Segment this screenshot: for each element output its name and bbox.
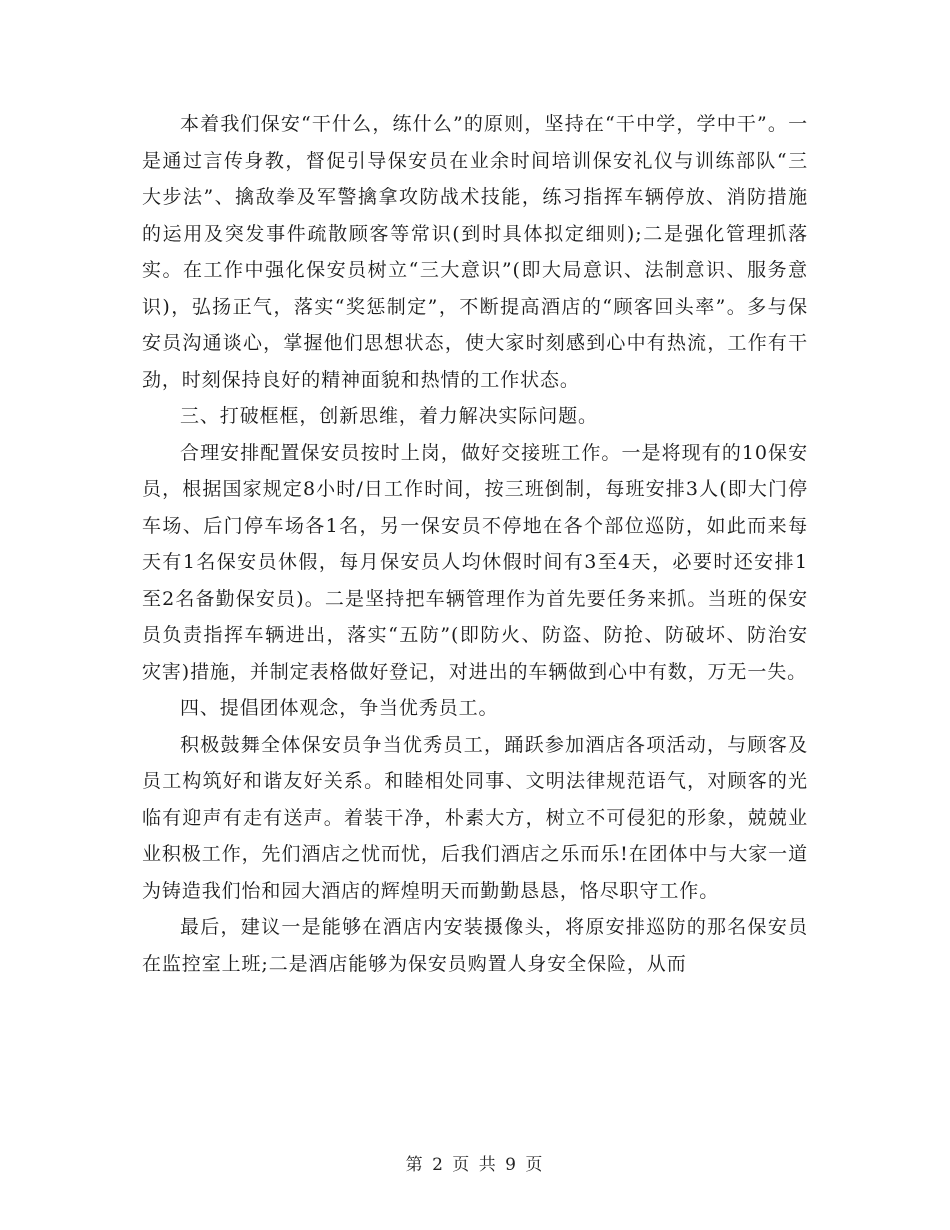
document-body (142, 106, 808, 982)
paragraph-suggestions: 最后，建议一是能够在酒店内安装摄像头，将原安排巡防的那名保安员在监控室上班;二是酒店能够为保安员购置人身安全保险，从而 (142, 916, 808, 975)
page-number-footer: 第 2 页 共 9 页 (405, 1155, 545, 1175)
paragraph-training-principles: 本着我们保安“干什么，练什么”的原则，坚持在“干中学，学中干”。一是通过言传身教，督促引导保安员在业余时间培训保安礼仪与训练部队“三大步法”、擒敌拳及军警擒拿攻防战术技能，练习指挥车辆停放、消防措施的运用及突发事件疏散顾客等常识(到时具体拟定细则);二是强化管理抓落实。在工作中强化保安员树立“三大意识”(即大局意识、法制意识、服务意识)，弘扬正气，落实“奖惩制定”，不断提高酒店的“顾客回头率”。多与保安员沟通谈心，掌握他们思想状态，使大家时刻感到心中有热流，工作有干劲，时刻保持良好的精神面貌和热情的工作状态。 (142, 113, 808, 391)
paragraph-teamwork: 积极鼓舞全体保安员争当优秀员工，踊跃参加酒店各项活动，与顾客及员工构筑好和谐友好关系。和睦相处同事、文明法律规范语气，对顾客的光临有迎声有走有送声。着装干净，朴素大方，树立不可侵犯的形象，兢兢业业积极工作，先们酒店之忧而忧，后我们酒店之乐而乐!在团体中与大家一道为铸造我们怡和园大酒店的辉煌明天而勤勤恳恳，恪尽职守工作。 (142, 733, 808, 902)
section-heading-3: 三、打破框框，创新思维，着力解决实际问题。 (180, 405, 598, 427)
paragraph-shift-arrangement: 合理安排配置保安员按时上岗，做好交接班工作。一是将现有的10保安员，根据国家规定8小时/日工作时间，按三班倒制，每班安排3人(即大门停车场、后门停车场各1名，另一保安员不停地在各个部位巡防，如此而来每天有1名保安员休假，每月保安员人均休假时间有3至4天，必要时还安排1至2名备勤保安员)。二是坚持把车辆管理作为首先要任务来抓。当班的保安员负责指挥车辆进出，落实“五防”(即防火、防盗、防抢、防破坏、防治安灾害)措施，并制定表格做好登记，对进出的车辆做到心中有数，万无一失。 (142, 441, 808, 683)
section-heading-4: 四、提倡团体观念，争当优秀员工。 (180, 697, 499, 719)
